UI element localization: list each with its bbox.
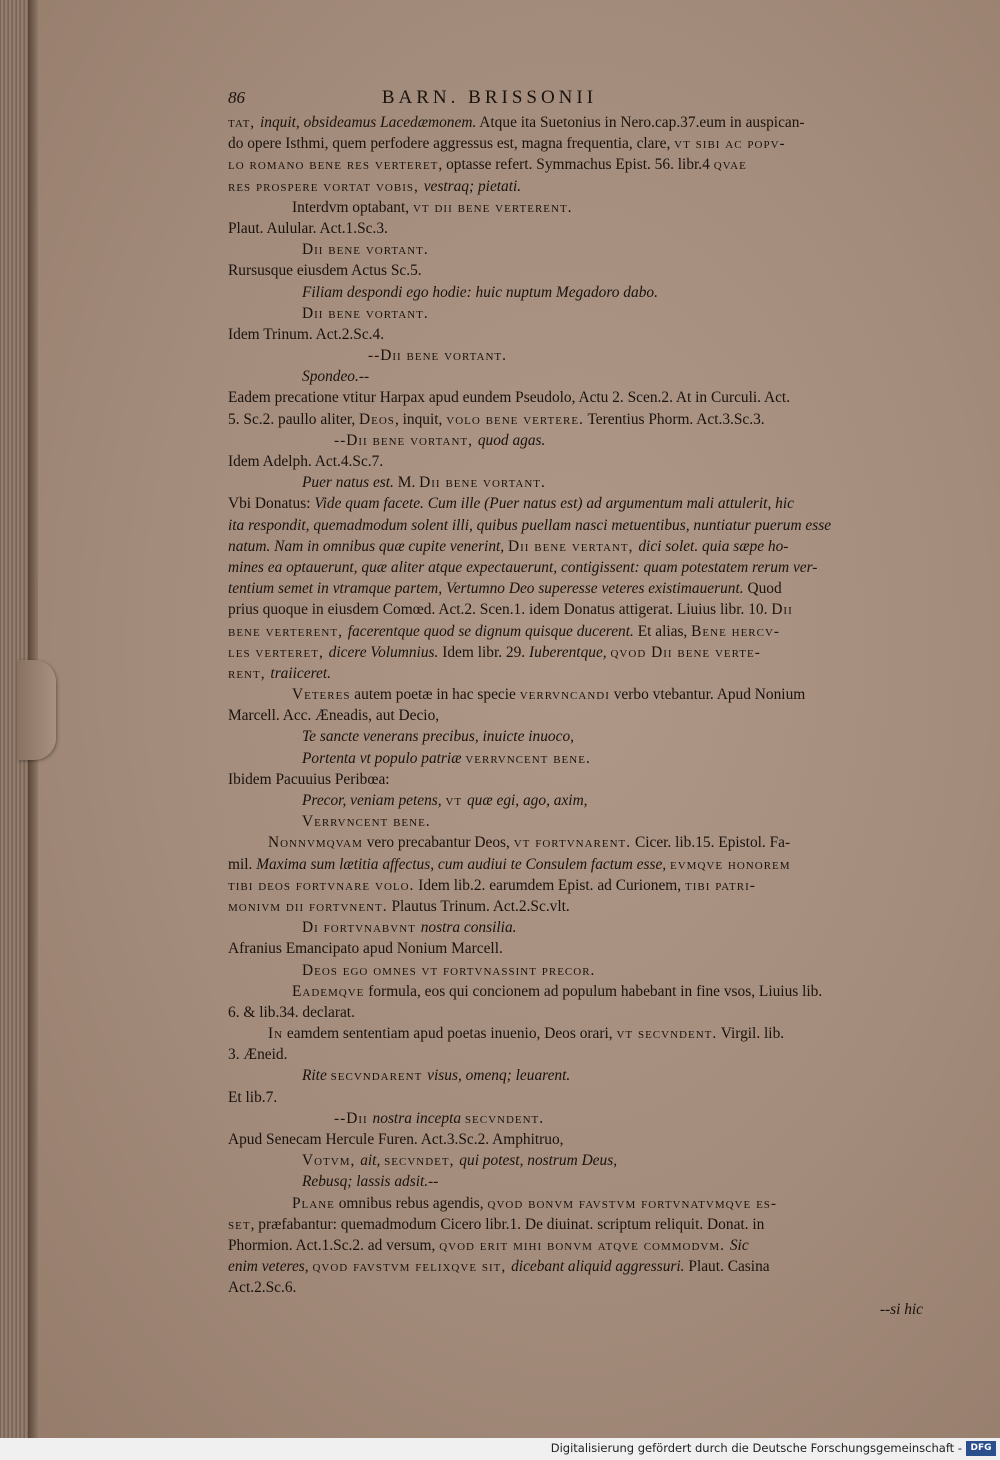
text-segment: Dii bene vortant. [302, 304, 429, 322]
text-line [228, 748, 943, 769]
text-line [228, 1087, 943, 1108]
text-segment: Rebusq; lassis adsit.-- [302, 1173, 439, 1191]
text-segment: Interdvm optabant, [292, 198, 413, 216]
text-segment: Eadem precatione vtitur Harpax apud eundem Pseudolo, Actu 2. Scen.2. At in Curculi. Act. [228, 389, 791, 407]
text-segment: Idem Trinum. Act.2.Sc.4. [228, 325, 385, 343]
text-segment: 3. Æneid. [228, 1046, 288, 1064]
page-tab-marker [18, 660, 56, 760]
text-segment: enim veteres, [228, 1258, 313, 1276]
text-line [228, 1277, 943, 1298]
text-segment: vt secvndent. [616, 1025, 718, 1043]
page-header [228, 84, 943, 112]
text-segment: natum. Nam in omnibus quæ cupite venerint, [228, 537, 508, 555]
text-line [228, 387, 943, 408]
text-segment: Plaut. Casina [684, 1258, 770, 1276]
text-line [228, 1256, 943, 1277]
text-segment: traiiceret. [270, 664, 331, 682]
text-segment: tentium semet in vtramque partem, Vertumno Deo superesse veteres existimauerunt. [228, 580, 744, 598]
text-segment: Filiam despondi ego hodie: huic nuptum Megadoro dabo. [302, 283, 658, 301]
text-segment: 6. & lib.34. declarat. [228, 1003, 355, 1021]
text-segment: Ibidem Pacuuius Peribœa: [228, 770, 390, 788]
text-segment: secvndarent [330, 1067, 428, 1085]
text-segment: dicebant aliquid aggressuri. [511, 1258, 685, 1276]
text-line [228, 536, 943, 557]
text-segment: , optasse refert. Symmachus Epist. 56. libr.4 [438, 156, 714, 174]
text-line [228, 154, 943, 175]
text-line [228, 1214, 943, 1235]
text-segment: In [268, 1025, 284, 1043]
text-segment: Idem libr. 29. [438, 643, 529, 661]
text-segment: secvndent. [464, 1109, 545, 1127]
text-segment: Dii bene vertant, [508, 537, 639, 555]
text-segment: Plane [292, 1194, 335, 1212]
text-segment: dicere Volumnius. [328, 643, 439, 661]
text-line [228, 917, 943, 938]
text-segment: Maxima sum lætitia affectus, cum audiui te Consulem factum esse, [256, 855, 671, 873]
text-segment: monivm dii fortvnent. [228, 897, 388, 915]
text-line [228, 832, 943, 853]
text-segment: verrvncent bene. [465, 749, 591, 767]
text-line [228, 642, 943, 663]
text-line [228, 705, 943, 726]
digitization-footer [0, 1438, 1000, 1460]
text-segment: Iuberentque, [529, 643, 611, 661]
running-head: BARN. BRISSONII [381, 87, 598, 108]
text-line [228, 1129, 943, 1150]
text-segment: les verteret, [228, 643, 329, 661]
text-line [228, 515, 943, 536]
text-segment: Quod [743, 580, 782, 598]
text-segment: tat, [228, 114, 260, 131]
text-segment: qvae [713, 156, 747, 174]
text-segment: tibi patri- [684, 876, 756, 894]
text-line [228, 1150, 943, 1171]
text-segment: Rite [302, 1067, 331, 1085]
text-segment: lo romano bene res verteret [228, 156, 439, 174]
text-segment: verrvncandi [519, 686, 610, 704]
text-segment: Plaut. Aulular. Act.1.Sc.3. [228, 219, 388, 237]
text-segment: omnibus rebus agendis, [334, 1194, 488, 1212]
text-segment: Cicer. lib.15. Epistol. Fa- [631, 834, 791, 852]
text-segment: Deos [359, 410, 395, 428]
text-segment: res prospere vortat vobis, [228, 177, 424, 195]
text-segment: Idem lib.2. earumdem Epist. ad Curionem, [414, 876, 685, 894]
text-segment: Dii [771, 601, 793, 619]
text-segment: vestraq; pietati. [423, 177, 522, 195]
text-segment: Et alias, [633, 622, 692, 640]
page-text [228, 84, 943, 1320]
text-line [228, 790, 943, 811]
text-line [228, 875, 943, 896]
text-segment: , præfabantur: quemadmodum Cicero libr.1. De diuinat. scriptum reliquit. Donat. in [250, 1215, 765, 1233]
text-segment: mines ea optauerunt, quæ aliter atque expectauerunt, contigissent: quam potestatem rerum ver- [228, 558, 818, 576]
text-line [228, 1065, 943, 1086]
text-segment: Precor, veniam petens, [302, 792, 446, 809]
text-segment: tibi deos fortvnare volo. [228, 876, 415, 894]
text-line [228, 1044, 943, 1065]
text-line [228, 1108, 943, 1129]
text-segment: Virgil. lib. [717, 1025, 785, 1043]
text-segment: , inquit, [394, 410, 447, 428]
text-segment: Portenta vt populo patriæ [302, 749, 466, 767]
text-segment: Rursusque eiusdem Actus Sc.5. [228, 262, 422, 280]
text-segment: autem poetæ in hac specie [350, 686, 520, 704]
text-line [228, 769, 943, 790]
text-line [228, 239, 943, 260]
text-segment: qvod erit mihi bonvm atqve commodvm. [439, 1236, 730, 1254]
text-segment: Puer natus est. [302, 474, 394, 492]
text-segment: Di fortvnabvnt [302, 919, 421, 937]
text-line [228, 960, 943, 981]
text-segment: mil. [228, 855, 257, 873]
text-line [228, 684, 943, 705]
text-segment: Dii bene vortant. [419, 474, 546, 492]
text-segment: Verrvncent bene. [302, 813, 431, 831]
text-line [228, 811, 943, 832]
text-line [228, 1235, 943, 1256]
text-line [228, 366, 943, 387]
text-line [228, 1023, 943, 1044]
text-segment: --Dii bene vortant, [334, 431, 478, 449]
text-line [228, 1193, 943, 1214]
text-segment: Bene hercv- [691, 622, 781, 640]
text-segment: Nonnvmqvam [268, 834, 363, 852]
text-line [228, 430, 943, 451]
text-segment: --Dii [334, 1109, 373, 1127]
text-segment: Afranius Emancipato apud Nonium Marcell. [228, 940, 503, 958]
text-segment: nostra consilia. [420, 919, 517, 937]
text-line [228, 282, 943, 303]
text-segment: quæ egi, ago, axim, [466, 792, 588, 809]
text-line [228, 578, 943, 599]
text-segment: evmqve honorem [670, 855, 791, 873]
text-segment: Eademqve [292, 982, 365, 1000]
text-line [228, 621, 943, 642]
text-line [228, 896, 943, 917]
text-segment: Apud Senecam Hercule Furen. Act.3.Sc.2. Amphitruo, [228, 1131, 564, 1148]
text-segment: vt fortvnarent. [513, 834, 632, 852]
text-line [228, 324, 943, 345]
text-segment: nostra incepta [372, 1109, 465, 1127]
text-segment: rent, [228, 664, 271, 682]
text-segment: Marcell. Acc. Æneadis, aut Decio, [228, 707, 440, 725]
text-segment: quod agas. [477, 431, 546, 449]
text-segment: Phormion. Act.1.Sc.2. ad versum, [228, 1236, 440, 1254]
text-segment: verbo vtebantur. Apud Nonium [609, 686, 806, 704]
text-segment: eamdem sententiam apud poetas inuenio, Deos orari, [283, 1025, 617, 1043]
text-segment: M. [393, 474, 420, 492]
text-segment: facerentque quod se dignum quisque ducerent. [347, 622, 634, 640]
text-line [228, 345, 943, 366]
text-segment: Et lib.7. [228, 1088, 278, 1106]
text-segment: Idem Adelph. Act.4.Sc.7. [228, 453, 384, 470]
text-segment: Vide quam facete. Cum ille (Puer natus est) ad argumentum mali attulerit, hic [314, 495, 794, 513]
catchword: --si hic [879, 1300, 923, 1318]
text-segment: Veteres [292, 686, 351, 704]
text-segment: Dii bene vortant. [302, 241, 429, 259]
text-segment: qvod favstvm felixqve sit, [312, 1258, 512, 1276]
text-line [228, 303, 943, 324]
text-segment: Votvm, [302, 1152, 361, 1170]
text-segment: ait, [360, 1152, 385, 1170]
text-segment: vt dii bene verterent. [412, 198, 573, 216]
text-segment: Vbi Donatus: [228, 495, 315, 513]
text-line [228, 409, 943, 430]
text-line [228, 1171, 943, 1192]
text-segment: vt [445, 792, 467, 809]
text-line [228, 981, 943, 1002]
page-number: 86 [228, 88, 245, 107]
text-segment: ita respondit, quemadmodum solent illi, quibus puellam nasci metuentibus, nuntiatur puerum esse [228, 516, 832, 534]
text-line [228, 557, 943, 578]
text-segment: do opere Isthmi, quem perfodere aggressus est, magna frequentia, clare, [228, 135, 675, 153]
text-segment: secvndet, [384, 1152, 460, 1170]
text-segment: set [228, 1215, 251, 1233]
text-segment: bene verterent, [228, 622, 348, 640]
text-segment: Terentius Phorm. Act.3.Sc.3. [583, 410, 765, 428]
text-line [228, 197, 943, 218]
text-segment: Te sancte venerans precibus, inuicte inuoco, [302, 728, 574, 746]
text-line [228, 176, 943, 197]
text-segment: Atque ita Suetonius in Nero.cap.37.eum in auspican- [476, 114, 805, 131]
text-segment: Plautus Trinum. Act.2.Sc.vlt. [387, 897, 570, 915]
text-segment: inquit, obsideamus Lacedæmonem. [259, 114, 477, 131]
text-segment: dici solet. quia sæpe ho- [638, 537, 789, 555]
text-segment: volo bene vertere. [446, 410, 584, 428]
dfg-logo: DFG [966, 1441, 996, 1456]
text-line [228, 218, 943, 239]
text-line [228, 1002, 943, 1023]
text-segment: qvod Dii bene verte- [610, 643, 761, 661]
text-segment: Deos ego omnes vt fortvnassint precor. [302, 961, 596, 979]
text-segment: visus, omenq; leuarent. [427, 1067, 571, 1085]
text-segment: prius quoque in eiusdem Comœd. Act.2. Scen.1. idem Donatus attigerat. Liuius libr. 10. [228, 601, 772, 619]
text-segment: --Dii bene vortant. [368, 347, 507, 365]
text-line [228, 599, 943, 620]
text-line [228, 451, 943, 472]
text-segment: 5. Sc.2. paullo aliter, [228, 410, 360, 428]
funding-credit: Digitalisierung gefördert durch die Deutsche Forschungsgemeinschaft - [550, 1441, 962, 1455]
text-line [228, 493, 943, 514]
text-line [228, 112, 943, 133]
text-segment: qui potest, nostrum Deus, [459, 1152, 618, 1170]
text-segment: Act.2.Sc.6. [228, 1279, 297, 1297]
catchword-line [228, 1299, 943, 1320]
text-segment: Sic [729, 1236, 749, 1254]
text-segment: formula, eos qui concionem ad populum habebant in fine vsos, Liuius lib. [364, 982, 823, 1000]
text-line [228, 854, 943, 875]
text-line [228, 663, 943, 684]
text-line [228, 472, 943, 493]
text-segment: qvod bonvm favstvm fortvnatvmqve es- [487, 1194, 778, 1212]
body-text [228, 112, 943, 1299]
text-segment: Spondeo.-- [302, 368, 370, 386]
text-line [228, 133, 943, 154]
text-segment: vero precabantur Deos, [362, 834, 514, 852]
text-segment: vt sibi ac popv- [674, 135, 786, 153]
text-line [228, 938, 943, 959]
text-line [228, 726, 943, 747]
text-line [228, 260, 943, 281]
